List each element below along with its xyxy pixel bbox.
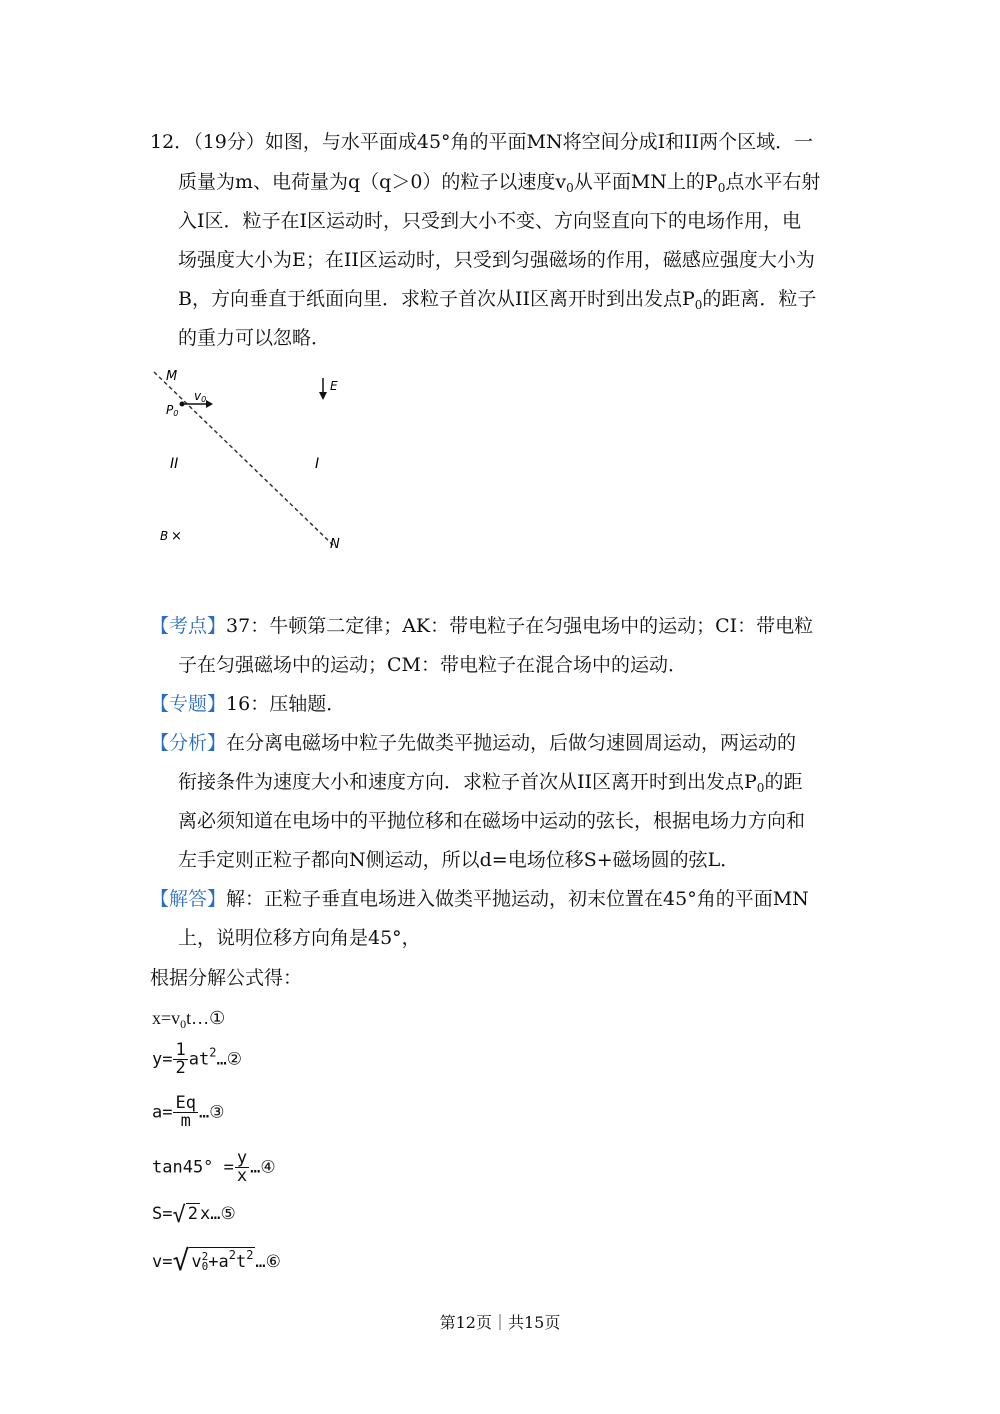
- label-p0: P0: [166, 403, 179, 418]
- jieda-line-1: 【解答】解：正粒子垂直电场进入做类平抛运动，初末位置在45°角的平面MN: [150, 888, 809, 910]
- label-b: B: [160, 529, 169, 543]
- label-region-2: II: [170, 456, 179, 472]
- equation-4: tan45° = $\frac{y}{x}$ …④: [152, 1148, 276, 1186]
- equation-3: a= $\frac{Eq}{m}$ …③: [152, 1093, 225, 1131]
- label-n: N: [330, 537, 340, 552]
- label-e: E: [330, 379, 338, 393]
- fenxi-line-2: 衔接条件为速度大小和速度方向．求粒子首次从II区离开时到出发点$P_0$的距: [178, 771, 803, 795]
- jieda-line-2: 上，说明位移方向角是45°，: [178, 927, 421, 949]
- question-line-3: 入I区．粒子在I区运动时，只受到大小不变、方向竖直向下的电场作用，电: [178, 210, 802, 232]
- equation-2: y= $\frac{1}{2}$ $at^2\dots ②$: [152, 1040, 242, 1078]
- question-line-6: 的重力可以忽略．: [178, 327, 331, 349]
- kaodian-line-2: 子在匀强磁场中的运动；CM：带电粒子在混合场中的运动．: [178, 654, 687, 676]
- e-field-arrowhead: [319, 392, 327, 400]
- equation-1: $x=v_0t\dots ①$: [152, 1008, 226, 1031]
- question-number: 12．: [150, 131, 194, 153]
- question-line-5: B，方向垂直于纸面向里．求粒子首次从II区离开时到出发点$P_0$的距离．粒子: [178, 288, 817, 312]
- physics-figure: [140, 360, 370, 570]
- fenxi-tag: 【分析】: [150, 732, 227, 754]
- equation-6: v=√ v 2 0 $+a^2t^2$ …⑥: [152, 1244, 281, 1277]
- kaodian-line-1: 【考点】37：牛顿第二定律；AK：带电粒子在匀强电场中的运动；CI：带电粒: [150, 615, 814, 637]
- label-v0: v0: [194, 389, 207, 404]
- page-footer: 第12页｜共15页: [439, 1313, 561, 1332]
- zhuanti-tag: 【专题】: [150, 693, 227, 715]
- fenxi-line-4: 左手定则正粒子都向N侧运动，所以d=电场位移S+磁场圆的弦L．: [178, 849, 740, 871]
- fenxi-line-1: 【分析】在分离电磁场中粒子先做类平抛运动，后做匀速圆周运动，两运动的: [150, 732, 797, 754]
- jieda-tag: 【解答】: [150, 888, 227, 910]
- question-line-2: 质量为m、电荷量为q（q＞0）的粒子以速度$v_0$从平面MN上的$P_0$点水平右射: [178, 171, 821, 195]
- label-m: M: [166, 369, 178, 384]
- equation-5: S=√ 2 x…⑤: [152, 1203, 236, 1228]
- zhuanti-line: 【专题】16：压轴题．: [150, 693, 346, 715]
- jieda-line-3: 根据分解公式得：: [150, 967, 303, 989]
- fenxi-line-3: 离必须知道在电场中的平抛位移和在磁场中运动的弦长，根据电场力方向和: [178, 810, 806, 832]
- cross-icon: ×: [171, 529, 182, 544]
- question-line-1: 12．（19分）如图，与水平面成45°角的平面MN将空间分成I和II两个区域．一: [150, 131, 814, 153]
- label-region-1: I: [315, 456, 320, 472]
- plane-mn-line: [154, 372, 334, 546]
- velocity-arrowhead: [206, 400, 213, 408]
- kaodian-tag: 【考点】: [150, 615, 227, 637]
- question-line-4: 场强度大小为E；在II区运动时，只受到匀强磁场的作用，磁感应强度大小为: [178, 249, 815, 271]
